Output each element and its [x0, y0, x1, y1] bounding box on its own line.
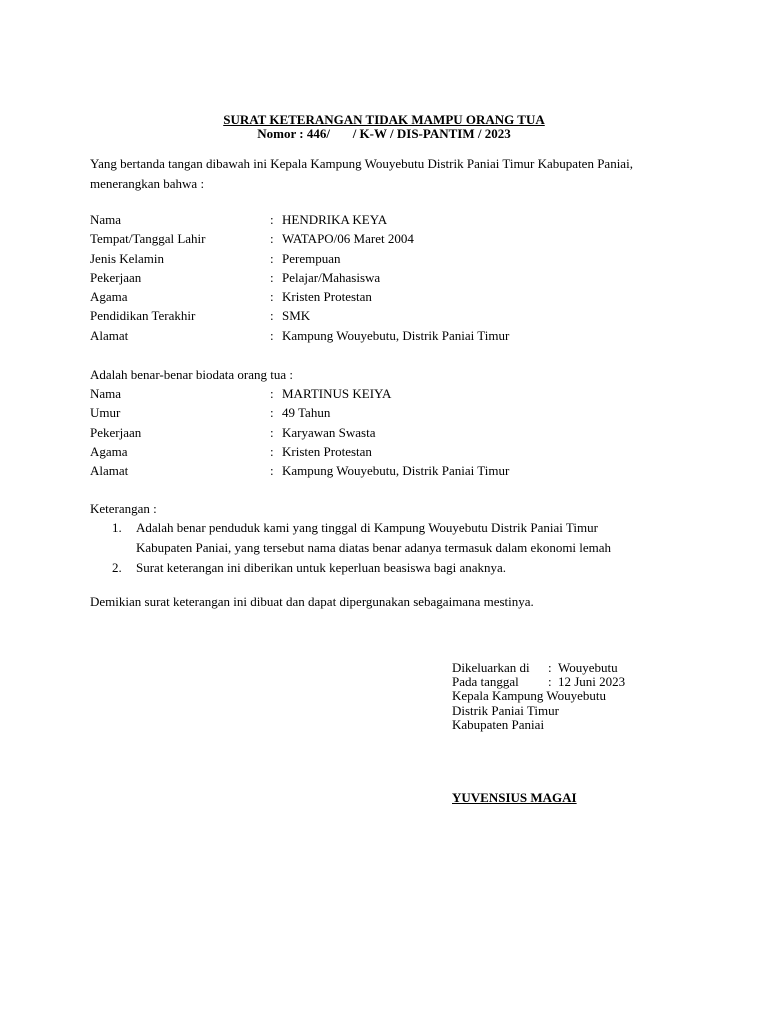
field-value: Karyawan Swasta [282, 424, 376, 440]
note-text: Surat keterangan ini diberikan untuk keperluan beasiswa bagi anaknya. [136, 560, 507, 575]
field-value: HENDRIKA KEYA [282, 212, 388, 227]
letter-number: Nomor : 446/ / K-W / DIS-PANTIM / 2023 [257, 126, 511, 141]
issued-place-value: Wouyebutu [558, 660, 618, 675]
field-colon: : [270, 327, 274, 343]
field-value: Kampung Wouyebutu, Distrik Paniai Timur [282, 327, 510, 343]
field-colon: : [270, 443, 274, 459]
field-value: Perempuan [282, 250, 341, 266]
signer-position-line: Kabupaten Paniai [452, 716, 545, 732]
intro-line-2: menerangkan bahwa : [90, 175, 205, 191]
signer-name: YUVENSIUS MAGAI [452, 790, 577, 805]
field-label: Agama [90, 289, 128, 305]
issued-place [452, 661, 625, 675]
student-row-religion [90, 287, 690, 306]
student-row-gender [90, 249, 690, 268]
issuance-block [452, 661, 625, 732]
student-row-birth [90, 229, 690, 248]
note-text [136, 518, 672, 558]
field-label: Agama [90, 443, 128, 459]
student-row-education [90, 306, 690, 325]
notes-heading: Keterangan : [90, 501, 157, 516]
parent-row-name [90, 384, 690, 403]
note-text-line: Kabupaten Paniai, yang tersebut nama diatas benar adanya termasuk dalam ekonomi lemah [136, 540, 612, 555]
field-colon: : [270, 212, 274, 227]
signer-position-line: Kepala Kampung Wouyebutu [452, 688, 606, 704]
field-label: Pekerjaan [90, 424, 142, 440]
signer-position-line: Distrik Paniai Timur [452, 702, 559, 718]
parent-row-religion [90, 442, 690, 461]
parent-row-occupation [90, 423, 690, 442]
field-label: Jenis Kelamin [90, 250, 165, 266]
parent-details [90, 384, 690, 480]
field-label: Umur [90, 405, 121, 421]
field-label: Nama [90, 386, 122, 401]
field-value: Kampung Wouyebutu, Distrik Paniai Timur [282, 463, 510, 479]
parent-heading: Adalah benar-benar biodata orang tua : [90, 367, 293, 382]
letter-title: SURAT KETERANGAN TIDAK MAMPU ORANG TUA [223, 112, 545, 127]
issued-place-label: Dikeluarkan di [452, 660, 530, 675]
parent-row-address [90, 461, 690, 480]
intro-line-1: Yang bertanda tangan dibawah ini Kepala Kampung Wouyebutu Distrik Paniai Timur Kabupaten Paniai, [90, 156, 633, 171]
field-colon: : [270, 269, 274, 285]
student-row-occupation [90, 268, 690, 287]
field-colon: : [270, 250, 274, 266]
field-colon: : [270, 386, 274, 401]
issued-date-label: Pada tanggal [452, 674, 519, 690]
issued-date-value: 12 Juni 2023 [558, 674, 626, 690]
field-label: Pendidikan Terakhir [90, 308, 196, 324]
field-colon: : [270, 231, 274, 247]
note-text-line: Adalah benar penduduk kami yang tinggal di Kampung Wouyebutu Distrik Paniai Timur [136, 520, 598, 535]
letter-header [0, 113, 768, 141]
note-number: 1. [112, 520, 122, 535]
field-value: MARTINUS KEIYA [282, 386, 392, 401]
student-row-name [90, 210, 690, 229]
note-number: 2. [112, 560, 122, 575]
note-item [112, 518, 672, 558]
notes-list [112, 518, 672, 578]
field-label: Alamat [90, 463, 129, 479]
field-label: Nama [90, 212, 122, 227]
parent-row-age [90, 403, 690, 422]
issued-colon: : [548, 674, 552, 690]
issued-date [452, 675, 625, 689]
field-colon: : [270, 463, 274, 479]
field-label: Alamat [90, 327, 129, 343]
student-details [90, 210, 690, 345]
field-value: WATAPO/06 Maret 2004 [282, 231, 414, 247]
field-value: Pelajar/Mahasiswa [282, 269, 381, 285]
field-value: Kristen Protestan [282, 289, 372, 305]
student-row-address [90, 326, 690, 345]
field-colon: : [270, 424, 274, 440]
intro-paragraph [90, 154, 690, 193]
closing-statement: Demikian surat keterangan ini dibuat dan dapat dipergunakan sebagaimana mestinya. [90, 594, 534, 609]
field-label: Pekerjaan [90, 269, 142, 285]
field-value: Kristen Protestan [282, 443, 372, 459]
field-colon: : [270, 308, 274, 324]
field-value: 49 Tahun [282, 405, 331, 421]
field-label: Tempat/Tanggal Lahir [90, 231, 206, 247]
field-colon: : [270, 405, 274, 421]
field-value: SMK [282, 308, 311, 324]
issued-colon: : [548, 660, 552, 675]
note-item [112, 558, 672, 578]
field-colon: : [270, 289, 274, 305]
